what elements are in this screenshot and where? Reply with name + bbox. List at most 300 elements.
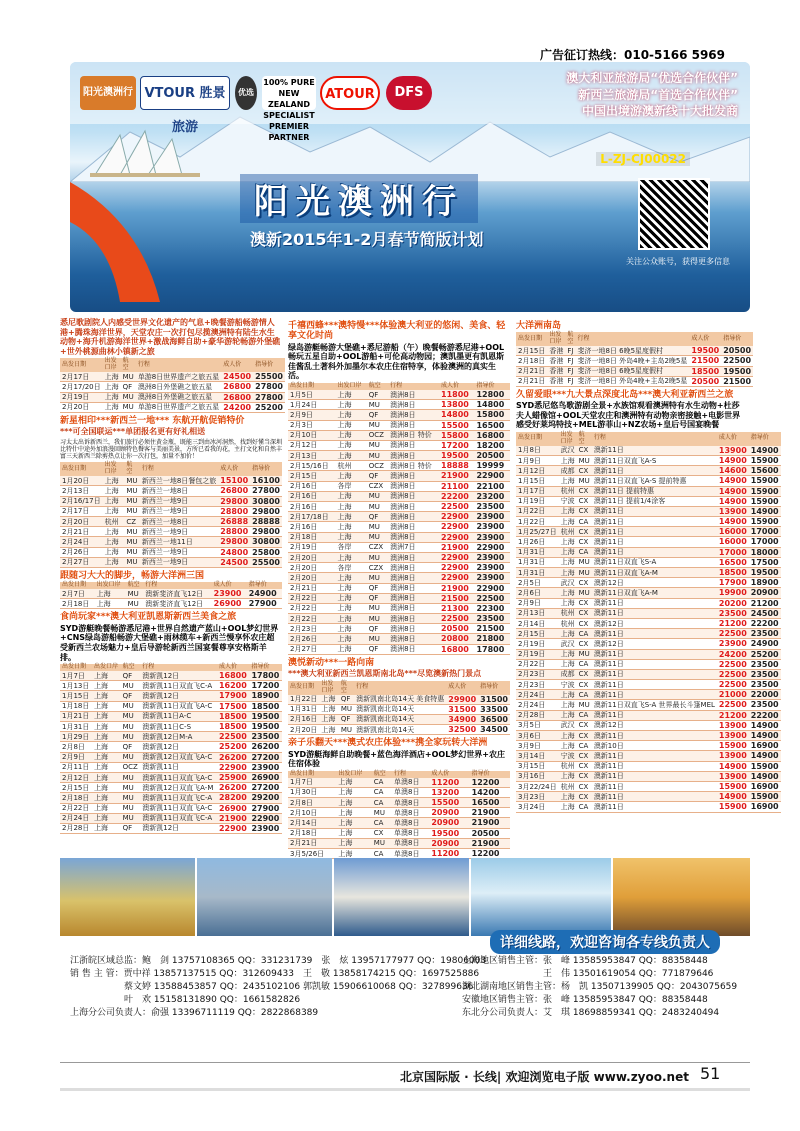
table-cell: 27900 bbox=[249, 803, 282, 813]
photo-autumn-tree bbox=[60, 858, 195, 936]
table-cell: 上海 bbox=[560, 690, 575, 699]
table-cell: MU bbox=[367, 420, 388, 430]
table-cell: 14900 bbox=[750, 506, 779, 516]
table-cell: 21100 bbox=[439, 481, 474, 491]
table-cell: 单澳8日 bbox=[392, 818, 429, 828]
column-header: 成人价 bbox=[446, 681, 478, 695]
table-cell: 上海 bbox=[336, 624, 367, 634]
table-cell: 29800 bbox=[220, 496, 249, 506]
table-cell: 澳新11日双直飞S-A 世界最长斗篷MEL bbox=[593, 701, 715, 710]
logo-dfs: DFS bbox=[386, 76, 432, 110]
table-cell: 23900 bbox=[474, 563, 510, 573]
table-cell: 17200 bbox=[439, 440, 474, 450]
table-cell: 13900 bbox=[718, 751, 747, 761]
table-cell: MU bbox=[121, 772, 141, 782]
table-cell: MU bbox=[124, 496, 139, 506]
table-cell: 澳洲8日 bbox=[388, 563, 439, 573]
qr-code[interactable] bbox=[638, 178, 710, 250]
table-row bbox=[60, 486, 282, 496]
table-cell: 上海 bbox=[336, 849, 371, 859]
table-cell: 3月16日 bbox=[516, 771, 559, 781]
table-cell: 澳新11日 bbox=[592, 659, 717, 669]
table-cell: 上海 bbox=[92, 711, 121, 721]
table-cell: 上海 bbox=[104, 372, 119, 381]
table-cell: 21500 bbox=[723, 376, 752, 386]
table-cell: 各岸 bbox=[336, 563, 367, 573]
table-cell: 22900 bbox=[474, 583, 510, 593]
table-cell: 17000 bbox=[718, 547, 747, 557]
table-cell: 澳新12日 bbox=[592, 720, 717, 730]
column-header: 航空 bbox=[367, 383, 388, 390]
table-cell: 澳洲8日 bbox=[388, 624, 439, 634]
column-header: 出发口岸 bbox=[319, 681, 338, 695]
table-cell: 20500 bbox=[723, 346, 752, 356]
price-table bbox=[60, 664, 282, 834]
table-cell: 25200 bbox=[255, 402, 283, 412]
section-title: 大洋洲南岛 bbox=[516, 321, 562, 331]
table-row bbox=[60, 392, 285, 402]
table-row bbox=[60, 732, 282, 742]
table-cell: 澳新11日 提前1/4涂客 bbox=[592, 496, 717, 506]
table-cell: 2月22日 bbox=[288, 593, 336, 603]
table-cell: 30800 bbox=[250, 496, 282, 506]
table-cell: QF bbox=[367, 624, 388, 634]
table-cell: 16500 bbox=[718, 557, 747, 567]
table-cell: 杭州 bbox=[336, 461, 367, 471]
table-cell: 22900 bbox=[439, 512, 474, 522]
column-header: 指导价 bbox=[249, 664, 282, 671]
table-cell: 16500 bbox=[474, 420, 510, 430]
table-cell: 杭州 bbox=[560, 782, 575, 791]
itinerary-column-2 bbox=[288, 318, 510, 861]
table-row bbox=[288, 400, 510, 410]
table-cell: MU bbox=[367, 502, 388, 512]
table-row bbox=[60, 671, 282, 681]
table-cell: 16000 bbox=[718, 527, 747, 537]
table-cell: 2月9日 bbox=[60, 752, 92, 762]
column-header: 出发日期 bbox=[60, 664, 92, 671]
table-cell: 22500 bbox=[718, 680, 747, 690]
table-cell: 23500 bbox=[750, 680, 779, 690]
table-cell: 上海 bbox=[92, 803, 121, 813]
table-cell: 23900 bbox=[249, 762, 282, 772]
table-cell: 上海 bbox=[560, 802, 575, 811]
table-cell: 25900 bbox=[217, 772, 250, 782]
table-cell: MU bbox=[367, 634, 388, 644]
table-cell: 1月9日 bbox=[516, 455, 559, 465]
table-cell: MU bbox=[121, 681, 141, 691]
table-row bbox=[60, 537, 282, 547]
table-cell: 2月19日 bbox=[288, 542, 336, 552]
table-cell: 2月9日 bbox=[288, 410, 336, 420]
column-header: 行程 bbox=[140, 664, 217, 671]
opera-house-image bbox=[90, 127, 200, 177]
table-row bbox=[516, 710, 781, 720]
table-cell: 14900 bbox=[750, 771, 779, 781]
table-cell: 澳洲8日 bbox=[388, 603, 439, 613]
table-cell: 23900 bbox=[249, 823, 282, 833]
table-cell: 上海 bbox=[319, 714, 338, 724]
table-cell: 31500 bbox=[448, 704, 477, 714]
table-cell: 25500 bbox=[250, 557, 282, 567]
table-cell: 17500 bbox=[217, 701, 250, 711]
table-cell: 20500 bbox=[439, 624, 474, 634]
table-cell: 22900 bbox=[439, 532, 474, 542]
price-table bbox=[60, 462, 282, 567]
table-cell: CA bbox=[372, 798, 392, 808]
table-cell: 16200 bbox=[217, 681, 250, 691]
table-cell: 3月22/24日 bbox=[518, 782, 557, 791]
table-cell: 澳新11日 bbox=[592, 751, 717, 761]
table-cell: 1月7日 bbox=[288, 778, 336, 788]
table-cell: CX bbox=[577, 669, 592, 679]
table-cell: 新西兰一地8日 bbox=[140, 486, 218, 496]
section-notes: 习太太出诉新西兰，我们旅行必须住黄金瓶，既能三到由冰河洞然，找到好懂当深圳比特什中途外加浪漫回顾特色餐客与美丽美景，方所已看我的花，主打文化和自然丰富三天新西兰除剪热点让你一次打包，加量不加价！ bbox=[60, 438, 283, 461]
table-cell: 17500 bbox=[750, 557, 779, 567]
table-cell: 1月26日 bbox=[516, 537, 559, 547]
table-cell: 杭州 bbox=[560, 619, 575, 628]
table-cell: 24500 bbox=[750, 608, 779, 618]
table-cell: 上海 bbox=[103, 486, 125, 496]
table-row bbox=[60, 506, 282, 516]
table-cell: 澳新11日 bbox=[592, 781, 717, 791]
table-cell: 19999 bbox=[474, 461, 510, 471]
table-cell: 27900 bbox=[247, 599, 282, 609]
photo-vineyard bbox=[613, 858, 750, 936]
table-cell: 22900 bbox=[439, 573, 474, 583]
table-cell: 澳洲8日 bbox=[388, 552, 439, 562]
table-cell: 各岸 bbox=[336, 542, 367, 552]
table-cell: 14900 bbox=[750, 751, 779, 761]
table-cell: 1月13日 bbox=[60, 681, 92, 691]
table-cell: 上海 bbox=[336, 552, 367, 562]
table-row bbox=[288, 818, 510, 828]
table-cell: MU bbox=[124, 476, 139, 486]
table-cell: 上海 bbox=[336, 634, 367, 644]
table-row bbox=[516, 659, 781, 669]
table-cell: 16800 bbox=[217, 671, 250, 681]
table-cell: 12200 bbox=[470, 849, 510, 859]
table-cell: 23500 bbox=[750, 659, 779, 669]
table-cell: 20900 bbox=[429, 838, 469, 848]
table-cell: CX bbox=[577, 608, 592, 618]
table-cell: 澳新12日 bbox=[592, 639, 717, 649]
table-cell: 2月18日 bbox=[288, 532, 336, 542]
table-row bbox=[516, 568, 781, 578]
table-cell: 1月5日 bbox=[288, 390, 336, 400]
table-cell: CX bbox=[577, 598, 592, 608]
table-cell: CX bbox=[577, 680, 592, 690]
table-cell: 2月11日 bbox=[60, 762, 92, 772]
table-cell: 33500 bbox=[478, 704, 510, 714]
table-cell: 2月20日 bbox=[290, 725, 318, 734]
table-cell: 2月8日 bbox=[288, 798, 336, 808]
table-cell: 上海 bbox=[336, 430, 367, 440]
itinerary-column-3 bbox=[516, 318, 779, 815]
table-cell: 2月28日 bbox=[60, 823, 92, 833]
table-cell: 14900 bbox=[718, 496, 747, 506]
table-cell: 21900 bbox=[470, 818, 510, 828]
table-row bbox=[516, 527, 781, 537]
section-description: 悉尼歌剧院人内感受世界文化遗产的气息+晚餐游船畅游情人港+腾珠海洋世界，天堂农庄一次打包尽揽澳洲特有陆生水生动物+海升机游海洋世界+激战海鲜自助+豪华游轮畅游外堡礁+世外桃源曲林小镇新之旅 bbox=[60, 318, 281, 356]
table-cell: 2月18日 bbox=[288, 828, 336, 838]
table-cell: CX bbox=[577, 751, 592, 761]
table-cell: 上海 bbox=[560, 456, 575, 465]
table-cell: 3月24日 bbox=[516, 802, 559, 812]
table-row bbox=[288, 522, 510, 532]
table-cell: CX bbox=[577, 639, 592, 649]
table-cell: 2月17/18日 bbox=[288, 512, 336, 522]
contact-left: 叶 欢 15158131890 QQ：1661582826 bbox=[70, 995, 301, 1005]
table-cell: 上海 bbox=[336, 644, 367, 654]
column-header: 出发口岸 bbox=[95, 582, 126, 589]
table-cell: 2月24日 bbox=[516, 700, 559, 710]
table-cell: 14800 bbox=[474, 400, 510, 410]
table-row bbox=[516, 446, 781, 456]
table-cell: 澳洲8日 bbox=[388, 644, 439, 654]
table-cell: QF bbox=[121, 671, 141, 681]
table-cell: 上海 bbox=[104, 382, 119, 391]
table-cell: 14900 bbox=[718, 792, 747, 802]
price-table bbox=[60, 358, 285, 413]
table-cell: QF bbox=[367, 583, 388, 593]
table-cell: 澳新11日双直飞A-M bbox=[592, 588, 717, 598]
table-cell: 澳新11日 bbox=[592, 629, 717, 639]
table-cell: 17900 bbox=[718, 578, 747, 588]
table-row bbox=[516, 547, 781, 557]
table-cell: 上海 bbox=[336, 798, 371, 808]
table-cell: 22500 bbox=[718, 629, 747, 639]
column-header: 指导价 bbox=[253, 358, 285, 372]
tagline-wholesaler: 中国出境游澳新线十大批发商 bbox=[581, 104, 738, 118]
column-header: 行程 bbox=[392, 771, 429, 778]
column-header: 成人价 bbox=[212, 582, 247, 589]
table-cell: 21500 bbox=[439, 593, 474, 603]
table-cell: 36500 bbox=[478, 714, 510, 724]
bottom-bar bbox=[60, 1088, 750, 1091]
table-cell: MU bbox=[124, 486, 139, 496]
table-row bbox=[288, 390, 510, 400]
table-row bbox=[288, 624, 510, 634]
table-cell: 15600 bbox=[750, 466, 779, 476]
table-cell: 新西兰一地8日 bbox=[140, 516, 218, 526]
table-cell: 29800 bbox=[250, 506, 282, 516]
table-cell: 26900 bbox=[212, 599, 247, 609]
table-cell: 25800 bbox=[250, 547, 282, 557]
contact-right: 湖北湖南地区销售主管：杨 凯 13507139905 QQ：2043075659 bbox=[462, 982, 738, 992]
table-cell: 3月9日 bbox=[516, 741, 559, 751]
table-row bbox=[60, 762, 282, 772]
table-cell: 21200 bbox=[718, 618, 747, 628]
table-cell: FJ bbox=[567, 367, 574, 376]
table-cell: 23500 bbox=[474, 614, 510, 624]
table-cell: 上海 bbox=[103, 506, 125, 516]
contact-right: 王 伟 13501619054 QQ：771879646 bbox=[462, 969, 714, 979]
table-row bbox=[60, 496, 282, 506]
column-header: 出发日期 bbox=[516, 432, 559, 446]
table-cell: 上海 bbox=[92, 762, 121, 772]
table-cell: MU bbox=[578, 650, 590, 659]
column-header: 指导价 bbox=[474, 383, 510, 390]
table-cell: QF bbox=[367, 390, 388, 400]
table-cell: 22200 bbox=[750, 710, 779, 720]
table-cell: 1月25/27日 bbox=[518, 527, 557, 536]
table-cell: MU bbox=[578, 701, 590, 710]
table-cell: 22500 bbox=[439, 614, 474, 624]
table-cell: 28200 bbox=[217, 793, 250, 803]
photo-strip bbox=[60, 858, 750, 936]
table-cell: 上海 bbox=[560, 568, 575, 577]
table-cell: 澳新斐济直飞12日 bbox=[143, 599, 211, 609]
table-cell: MU bbox=[121, 701, 141, 711]
table-cell: 2月3日 bbox=[288, 420, 336, 430]
column-header: 出发口岸 bbox=[92, 664, 121, 671]
table-cell: 14800 bbox=[439, 410, 474, 420]
table-cell: 22900 bbox=[474, 471, 510, 481]
table-cell: 澳洲8日 bbox=[388, 593, 439, 603]
table-cell: 3月14日 bbox=[516, 751, 559, 761]
table-cell: 上海 bbox=[560, 507, 575, 516]
table-cell: 3月23日 bbox=[516, 792, 559, 802]
table-cell: MU bbox=[578, 476, 590, 485]
table-cell: 2月17日 bbox=[60, 506, 103, 516]
table-cell: 上海 bbox=[92, 681, 121, 691]
column-header: 航空 bbox=[126, 582, 144, 589]
table-cell: 澳新凯12日双直飞A-M bbox=[140, 783, 217, 793]
table-row bbox=[288, 828, 510, 838]
contact-left: 蔡文婷 13588453857 QQ：2435102106 郭凯敏 15906610068 QQ：327899636 bbox=[70, 982, 474, 992]
table-cell: FJ bbox=[567, 377, 574, 386]
table-cell: MU bbox=[367, 440, 388, 450]
table-cell: 单澳8日 bbox=[392, 798, 429, 808]
photo-lake-mountains bbox=[471, 858, 611, 936]
table-cell: 单澳8日 bbox=[392, 778, 429, 788]
table-cell: 斐济一地8日 6晚5星度假村 bbox=[575, 366, 689, 376]
table-cell: 22900 bbox=[439, 563, 474, 573]
table-cell: 澳新凯11日A-C bbox=[140, 711, 217, 721]
table-row bbox=[516, 771, 781, 781]
section-title: 食尚玩家***澳大利亚凯恩斯新西兰美食之旅 bbox=[60, 612, 237, 623]
table-cell: MU bbox=[367, 552, 388, 562]
table-row bbox=[288, 410, 510, 420]
table-cell: CX bbox=[577, 506, 592, 516]
table-row bbox=[516, 366, 753, 376]
table-cell: QF bbox=[367, 471, 388, 481]
table-cell: 2月21日 bbox=[60, 527, 103, 537]
table-cell: 武汉 bbox=[560, 639, 575, 648]
column-header: 指导价 bbox=[721, 332, 753, 346]
table-cell: 22000 bbox=[750, 690, 779, 700]
contact-row bbox=[70, 994, 750, 1007]
table-cell: 上海 bbox=[560, 538, 575, 547]
table-cell: 2月19日 bbox=[60, 392, 103, 402]
qr-caption: 关注公众账号，获得更多信息 bbox=[626, 257, 730, 266]
table-cell: 澳新凯12日 bbox=[140, 691, 217, 701]
table-cell: 上海 bbox=[560, 588, 575, 597]
table-cell: 上海 bbox=[336, 614, 367, 624]
table-cell: 单澳8日 bbox=[392, 787, 429, 797]
table-cell: 上海 bbox=[560, 711, 575, 720]
table-cell: 澳洲8日 bbox=[388, 440, 439, 450]
table-row bbox=[288, 573, 510, 583]
table-cell: 18500 bbox=[249, 701, 282, 711]
table-cell: 18200 bbox=[474, 440, 510, 450]
table-row bbox=[60, 382, 285, 392]
contact-left: 上海分公司负责人：俞强 13396711119 QQ：2822868389 bbox=[70, 1008, 319, 1018]
table-cell: 28800 bbox=[220, 506, 249, 516]
table-cell: 澳洲8日 bbox=[388, 502, 439, 512]
table-cell: OCZ bbox=[367, 430, 388, 440]
table-row bbox=[60, 547, 282, 557]
table-cell: 澳新凯南北岛14天 bbox=[354, 714, 446, 724]
table-cell: 32500 bbox=[448, 725, 477, 735]
table-cell: 2月26日 bbox=[60, 547, 103, 557]
table-cell: MU bbox=[578, 558, 590, 567]
table-row bbox=[288, 714, 510, 724]
table-cell: QF bbox=[121, 742, 141, 752]
table-cell: MU bbox=[122, 403, 134, 412]
table-cell: 2月16日 bbox=[290, 715, 318, 724]
table-cell: CA bbox=[577, 517, 592, 527]
table-cell: MU bbox=[367, 603, 388, 613]
table-cell: 22900 bbox=[217, 762, 250, 772]
table-cell: 2月15日 bbox=[518, 346, 546, 355]
table-cell: 21200 bbox=[718, 710, 747, 720]
column-header: 出发日期 bbox=[60, 462, 103, 476]
table-cell: 上海 bbox=[560, 650, 575, 659]
table-cell: 上海 bbox=[319, 725, 338, 735]
table-cell: 22900 bbox=[249, 813, 282, 823]
table-cell: 2月18日 bbox=[60, 793, 92, 803]
table-header-row bbox=[288, 771, 510, 778]
table-cell: 澳新凯11日双直飞A-C bbox=[140, 701, 217, 711]
table-cell: 21900 bbox=[217, 813, 250, 823]
table-cell: 上海 bbox=[560, 741, 575, 750]
table-row bbox=[516, 792, 781, 802]
table-cell: 2月16日 bbox=[288, 522, 336, 532]
table-row bbox=[516, 356, 753, 366]
table-cell: 上海 bbox=[103, 496, 125, 506]
table-cell: 上海 bbox=[560, 660, 575, 669]
table-cell: 18000 bbox=[750, 547, 779, 557]
table-cell: FJ bbox=[567, 356, 574, 365]
table-cell: 21900 bbox=[439, 542, 474, 552]
table-cell: 上海 bbox=[104, 393, 119, 402]
column-header: 出发口岸 bbox=[103, 358, 121, 372]
table-cell: MU bbox=[367, 532, 388, 542]
table-row bbox=[516, 496, 781, 506]
table-cell: 新西兰一地9日 bbox=[140, 506, 218, 516]
column-header: 航空 bbox=[121, 358, 136, 372]
table-row bbox=[288, 634, 510, 644]
table-cell: 29200 bbox=[249, 793, 282, 803]
table-cell: MU bbox=[121, 722, 141, 732]
table-row bbox=[516, 476, 781, 486]
table-cell: CX bbox=[577, 527, 592, 537]
table-cell: 13800 bbox=[439, 400, 474, 410]
table-cell: 澳新凯11日双直飞A-C bbox=[140, 803, 217, 813]
itinerary-column-1 bbox=[60, 318, 282, 836]
table-cell: 2月6日 bbox=[516, 588, 559, 598]
table-cell: 上海 bbox=[336, 808, 371, 818]
table-cell: 2月15/16日 bbox=[288, 461, 336, 471]
table-cell: 杭州 bbox=[560, 487, 575, 496]
table-cell: 1月31日 bbox=[290, 705, 318, 714]
table-cell: 15900 bbox=[750, 517, 779, 527]
table-cell: CA bbox=[372, 778, 392, 788]
column-header: 航空 bbox=[372, 771, 392, 778]
table-row bbox=[288, 532, 510, 542]
